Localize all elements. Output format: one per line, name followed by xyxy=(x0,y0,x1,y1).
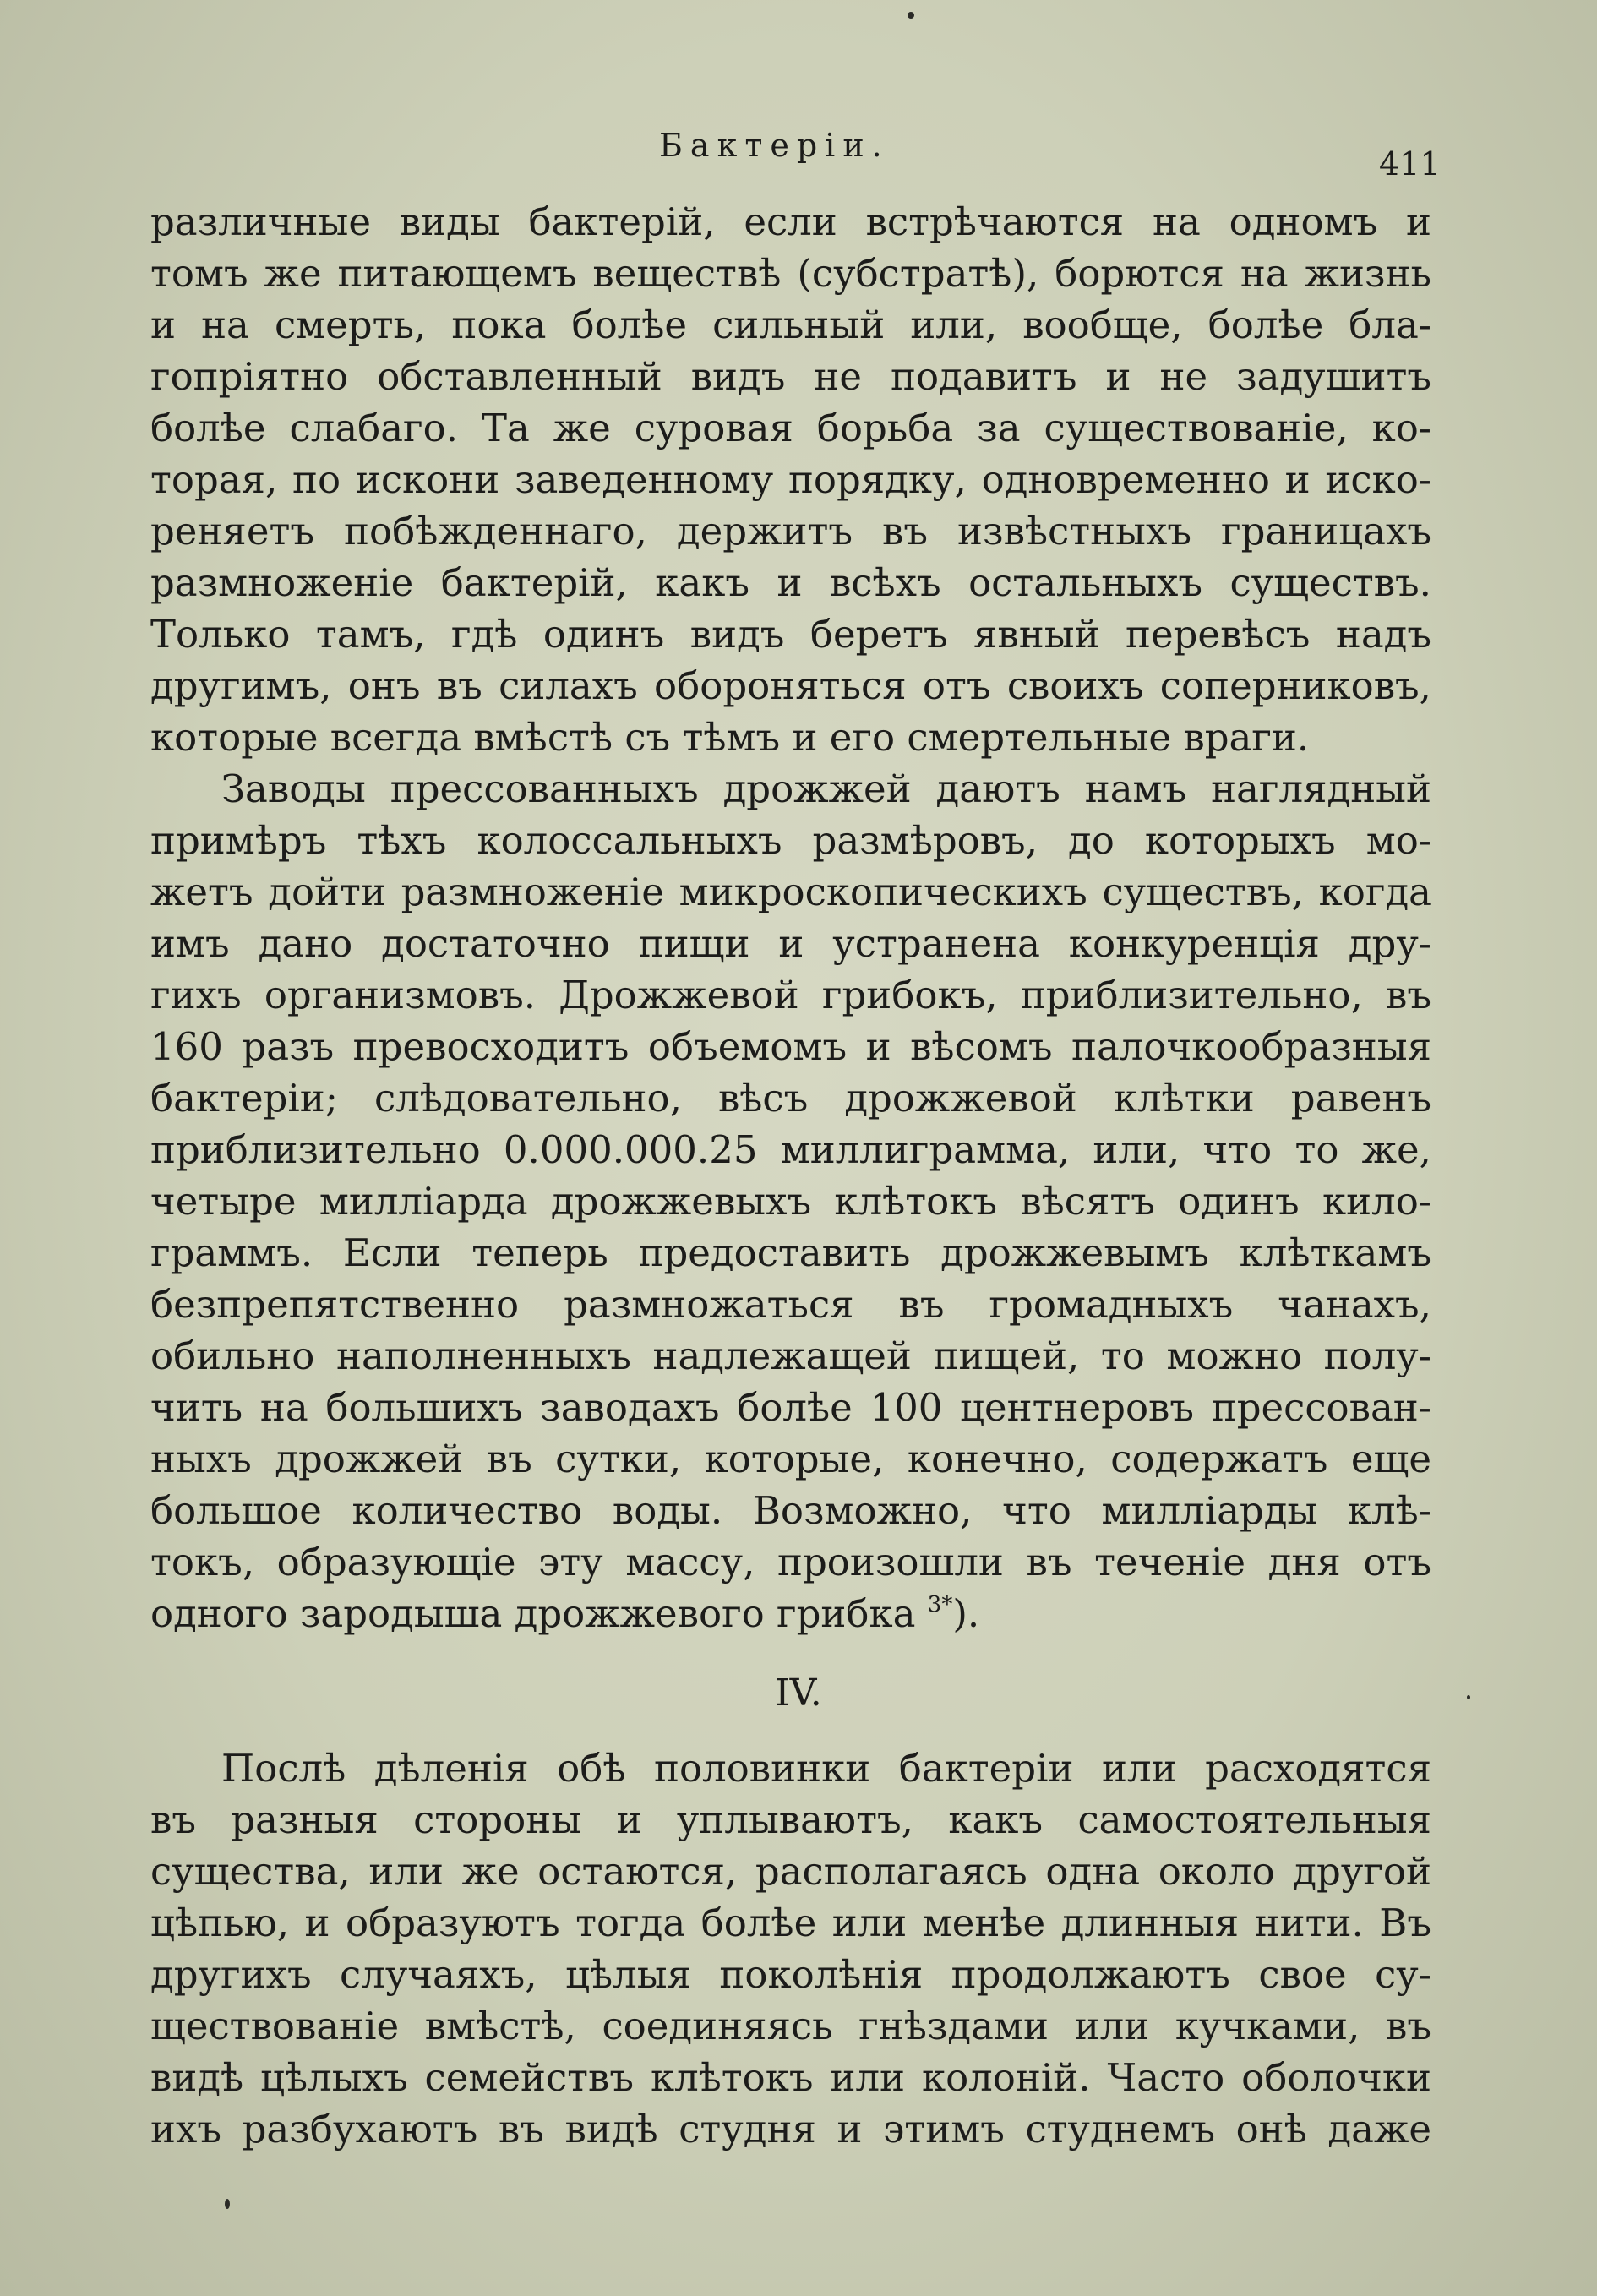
text-line: видѣ цѣлыхъ семействъ клѣтокъ или колоній. Часто оболочки xyxy=(150,2055,1431,2100)
text-line: жетъ дойти размноженіе микроскопическихъ существъ, когда xyxy=(150,870,1431,914)
text-line-with-footnote xyxy=(150,1588,1431,1639)
text-line: токъ, образующіе эту массу, произошли въ теченіе дня отъ xyxy=(150,1540,1431,1584)
text-line: которые всегда вмѣстѣ съ тѣмъ и его смертельные враги. xyxy=(150,715,1310,760)
text-line: примѣръ тѣхъ колоссальныхъ размѣровъ, до которыхъ мо- xyxy=(150,818,1431,863)
text-line: имъ дано достаточно пищи и устранена конкуренція дру- xyxy=(150,921,1431,966)
paragraph-first-line: Заводы прессованныхъ дрожжей даютъ намъ наглядный xyxy=(221,766,1431,811)
text-line: томъ же питающемъ веществѣ (субстратѣ), борются на жизнь xyxy=(150,251,1431,296)
text-line: гопріятно обставленный видъ не подавитъ и не задушитъ xyxy=(150,354,1431,399)
paragraph-first-line: Послѣ дѣленія обѣ половинки бактеріи или расходятся xyxy=(221,1746,1431,1791)
text-line: ихъ разбухаютъ въ видѣ студня и этимъ студнемъ онѣ даже xyxy=(150,2107,1431,2151)
text-line: болѣе слабаго. Та же суровая борьба за существованіе, ко- xyxy=(150,406,1431,450)
text-line: большое количество воды. Возможно, что милліарды клѣ- xyxy=(150,1488,1431,1533)
text-line: обильно наполненныхъ надлежащей пищей, то можно полу- xyxy=(150,1333,1431,1378)
section-iv-text-block xyxy=(150,1742,1431,2155)
text-line: Только тамъ, гдѣ одинъ видъ беретъ явный перевѣсъ надъ xyxy=(150,612,1431,657)
text-line: приблизительно 0.000.000.25 миллиграмма, или, что то же, xyxy=(150,1127,1431,1172)
page-number: 411 xyxy=(1379,145,1441,183)
running-head: Бактеріи. xyxy=(659,127,890,164)
text-line: четыре милліарда дрожжевыхъ клѣтокъ вѣсятъ одинъ кило- xyxy=(150,1179,1431,1224)
section-heading: IV. xyxy=(775,1672,822,1715)
paper-speck xyxy=(908,12,914,19)
text-line: бактеріи; слѣдовательно, вѣсъ дрожжевой клѣтки равенъ xyxy=(150,1076,1431,1121)
paper-speck xyxy=(1467,1695,1470,1699)
text-line: безпрепятственно размножаться въ громадныхъ чанахъ, xyxy=(150,1282,1431,1327)
main-text-block xyxy=(150,196,1431,1639)
text-line: одного зародыша дрожжевого грибка xyxy=(150,1591,916,1636)
text-line: различные виды бактерій, если встрѣчаются на одномъ и xyxy=(150,199,1431,244)
text-line: другихъ случаяхъ, цѣлыя поколѣнія продолжаютъ свое су- xyxy=(150,1952,1431,1997)
text-line: размноженіе бактерій, какъ и всѣхъ остальныхъ существъ. xyxy=(150,560,1431,605)
text-line: ныхъ дрожжей въ сутки, которые, конечно, содержатъ еще xyxy=(150,1437,1431,1481)
footnote-reference[interactable]: 3* xyxy=(927,1592,953,1617)
text-line: ществованіе вмѣстѣ, соединяясь гнѣздами или кучками, въ xyxy=(150,2004,1431,2048)
paper-speck xyxy=(225,2199,230,2209)
text-line: чить на большихъ заводахъ болѣе 100 центнеровъ прессован- xyxy=(150,1385,1431,1430)
text-line: торая, по искони заведенному порядку, одновременно и иско- xyxy=(150,457,1431,502)
text-line: 160 разъ превосходитъ объемомъ и вѣсомъ палочкообразныя xyxy=(150,1024,1431,1069)
text-line: реняетъ побѣжденнаго, держитъ въ извѣстныхъ границахъ xyxy=(150,509,1431,554)
closing-punctuation: ). xyxy=(952,1591,980,1636)
text-line: другимъ, онъ въ силахъ обороняться отъ своихъ соперниковъ, xyxy=(150,663,1431,708)
text-line: гихъ организмовъ. Дрожжевой грибокъ, приблизительно, въ xyxy=(150,973,1431,1017)
text-line: цѣпью, и образуютъ тогда болѣе или менѣе длинныя нити. Въ xyxy=(150,1901,1431,1945)
text-line: въ разныя стороны и уплываютъ, какъ самостоятельныя xyxy=(150,1797,1431,1842)
text-line: существа, или же остаются, располагаясь одна около другой xyxy=(150,1849,1431,1894)
text-line: граммъ. Если теперь предоставить дрожжевымъ клѣткамъ xyxy=(150,1230,1431,1275)
text-line: и на смерть, пока болѣе сильный или, вообще, болѣе бла- xyxy=(150,303,1431,347)
